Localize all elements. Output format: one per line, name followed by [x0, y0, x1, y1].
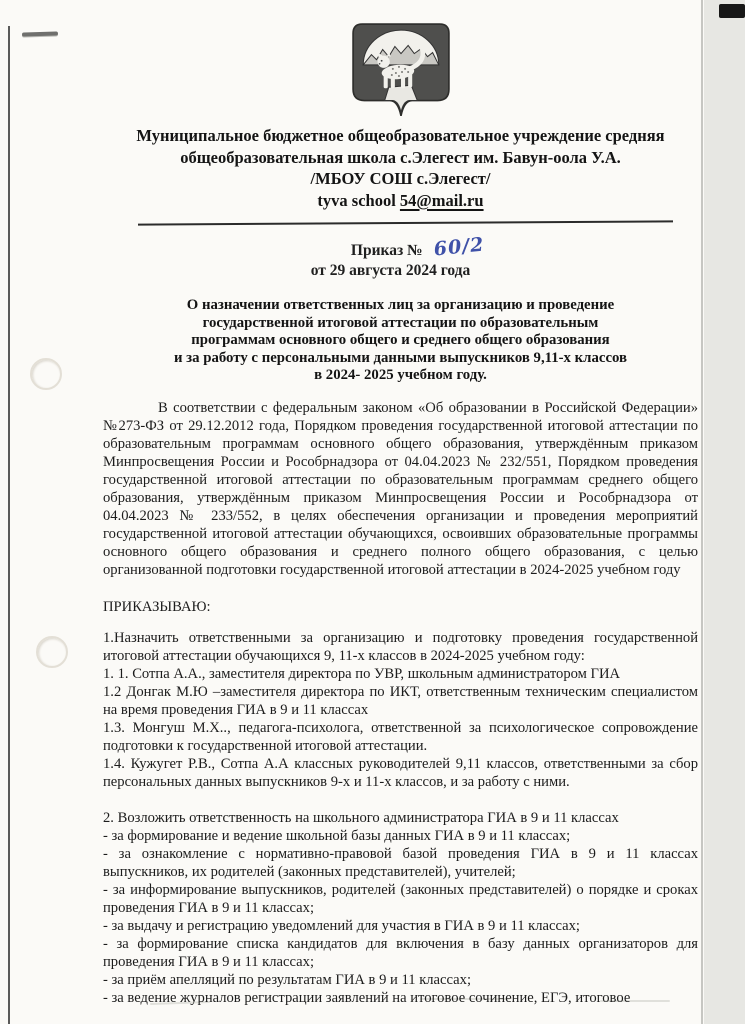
header-divider [138, 220, 673, 225]
org-name-line1: Муниципальное бюджетное общеобразовательное учреждение средняя [136, 126, 665, 145]
snow-leopard-crest-svg [350, 22, 452, 126]
hole-punch-mark [36, 636, 68, 668]
section1-item: 1.2 Донгак М.Ю –заместителя директора по ИКТ, ответственным техническим специалистом на время проведения ГИА в 9 и 11 классах [103, 683, 698, 718]
school-crest-icon [350, 22, 452, 131]
order-date: от 29 августа 2024 года [310, 262, 471, 279]
intro-paragraph: В соответствии с федеральным законом «Об образовании в Российской Федерации» №273-ФЗ от 29.12.2012 года, Порядком проведения государственной итоговой аттестации по образовательным программам основного общего образования, утверждённым приказом Минпросвещения России и Рособрнадзора от 04.04.2023 № 232/551, Порядком проведения государственной итоговой аттестации по образовательным программам среднего общего образования, утверждённым приказом Минпросвещения России и Рособрнадзора от 04.04.2023 № 233/552, в целях обеспечения организации и проведения мероприятий государственной итоговой аттестации обучающихся, освоивших образовательные программы основного общего образования и среднего полного общего образования, с целью организованной подготовки государственной итоговой аттестации в 2024-2025 учебном году [103, 399, 698, 578]
paper-right-edge-line [701, 0, 703, 1024]
decree-word: ПРИКАЗЫВАЮ: [103, 598, 211, 615]
title-line: государственной итоговой аттестации по образовательным [202, 314, 599, 331]
order-number-handwritten: 60/2 [432, 233, 485, 261]
section2-bullet: - за формирование списка кандидатов для включения в базу данных организаторов для проведения ГИА в 9 и 11 классах; [103, 935, 698, 970]
title-line: и за работу с персональными данными выпускников 9,11-х классов [173, 349, 628, 366]
section2-bullet: - за приём апелляций по результатам ГИА в 9 и 11 классах; [103, 971, 471, 988]
section1-lead: 1.Назначить ответственными за организацию и подготовку проведения государственной итоговой аттестации обучающихся 9, 11-х классов в 2024-2025 учебном году: [103, 629, 698, 664]
order-number-line [103, 233, 698, 261]
org-name-line2: общеобразовательная школа с.Элегест им. Бавун-оола У.А. [180, 147, 621, 167]
staple-mark [22, 31, 58, 36]
section2-bullet: - за выдачу и регистрацию уведомлений для участия в ГИА в 9 и 11 классах; [103, 917, 580, 934]
title-line: О назначении ответственных лиц за организацию и проведение [186, 297, 615, 313]
hole-punch-mark [30, 358, 62, 390]
section1-item: 1.4. Кужугет Р.В., Сотпа А.А классных руководителей 9,11 классов, ответственными за сбор персональных данных выпускников 9-х и 11-х классов, и за работу с ними. [103, 755, 698, 790]
section1-item: 1.3. Монгуш М.Х.., педагога-психолога, ответственной за психологическое сопровождение подготовки к государственной итоговой аттестации. [103, 719, 698, 754]
paper-left-edge-line [8, 26, 10, 1024]
document-content [103, 0, 698, 1007]
email-prefix: tyva school [317, 190, 400, 210]
scan-edge-shadow [704, 0, 745, 1024]
org-short-name: /МБОУ СОШ с.Элегест/ [310, 169, 491, 188]
section1-item: 1. 1. Сотпа А.А., заместителя директора по УВР, школьным администратором ГИА [103, 665, 621, 682]
email-address: 54@mail.ru [399, 190, 484, 210]
section2-lead: 2. Возложить ответственность на школьного администратора ГИА в 9 и 11 классах [103, 809, 619, 826]
order-label: Приказ № [350, 242, 423, 259]
title-line: программам основного общего и среднего общего образования [191, 332, 610, 349]
org-email-line [103, 190, 698, 212]
org-header [103, 125, 698, 211]
section2-bullet: - за информирование выпускников, родителей (законных представителей) о порядке и сроках проведения ГИА в 9 и 11 классах; [103, 881, 698, 916]
section2-bullet: - за ведение журналов регистрации заявлений на итоговое сочинение, ЕГЭ, итоговое [103, 989, 631, 1006]
title-line: в 2024- 2025 учебном году. [314, 367, 487, 384]
section2-bullet: - за ознакомление с нормативно-правовой базой проведения ГИА в 9 и 11 классах выпускников, их родителей (законных представителей), учителей; [103, 845, 698, 880]
order-title [103, 297, 698, 385]
section2-bullet: - за формирование и ведение школьной базы данных ГИА в 9 и 11 классах; [103, 827, 571, 844]
scan-corner-mark [719, 4, 745, 18]
